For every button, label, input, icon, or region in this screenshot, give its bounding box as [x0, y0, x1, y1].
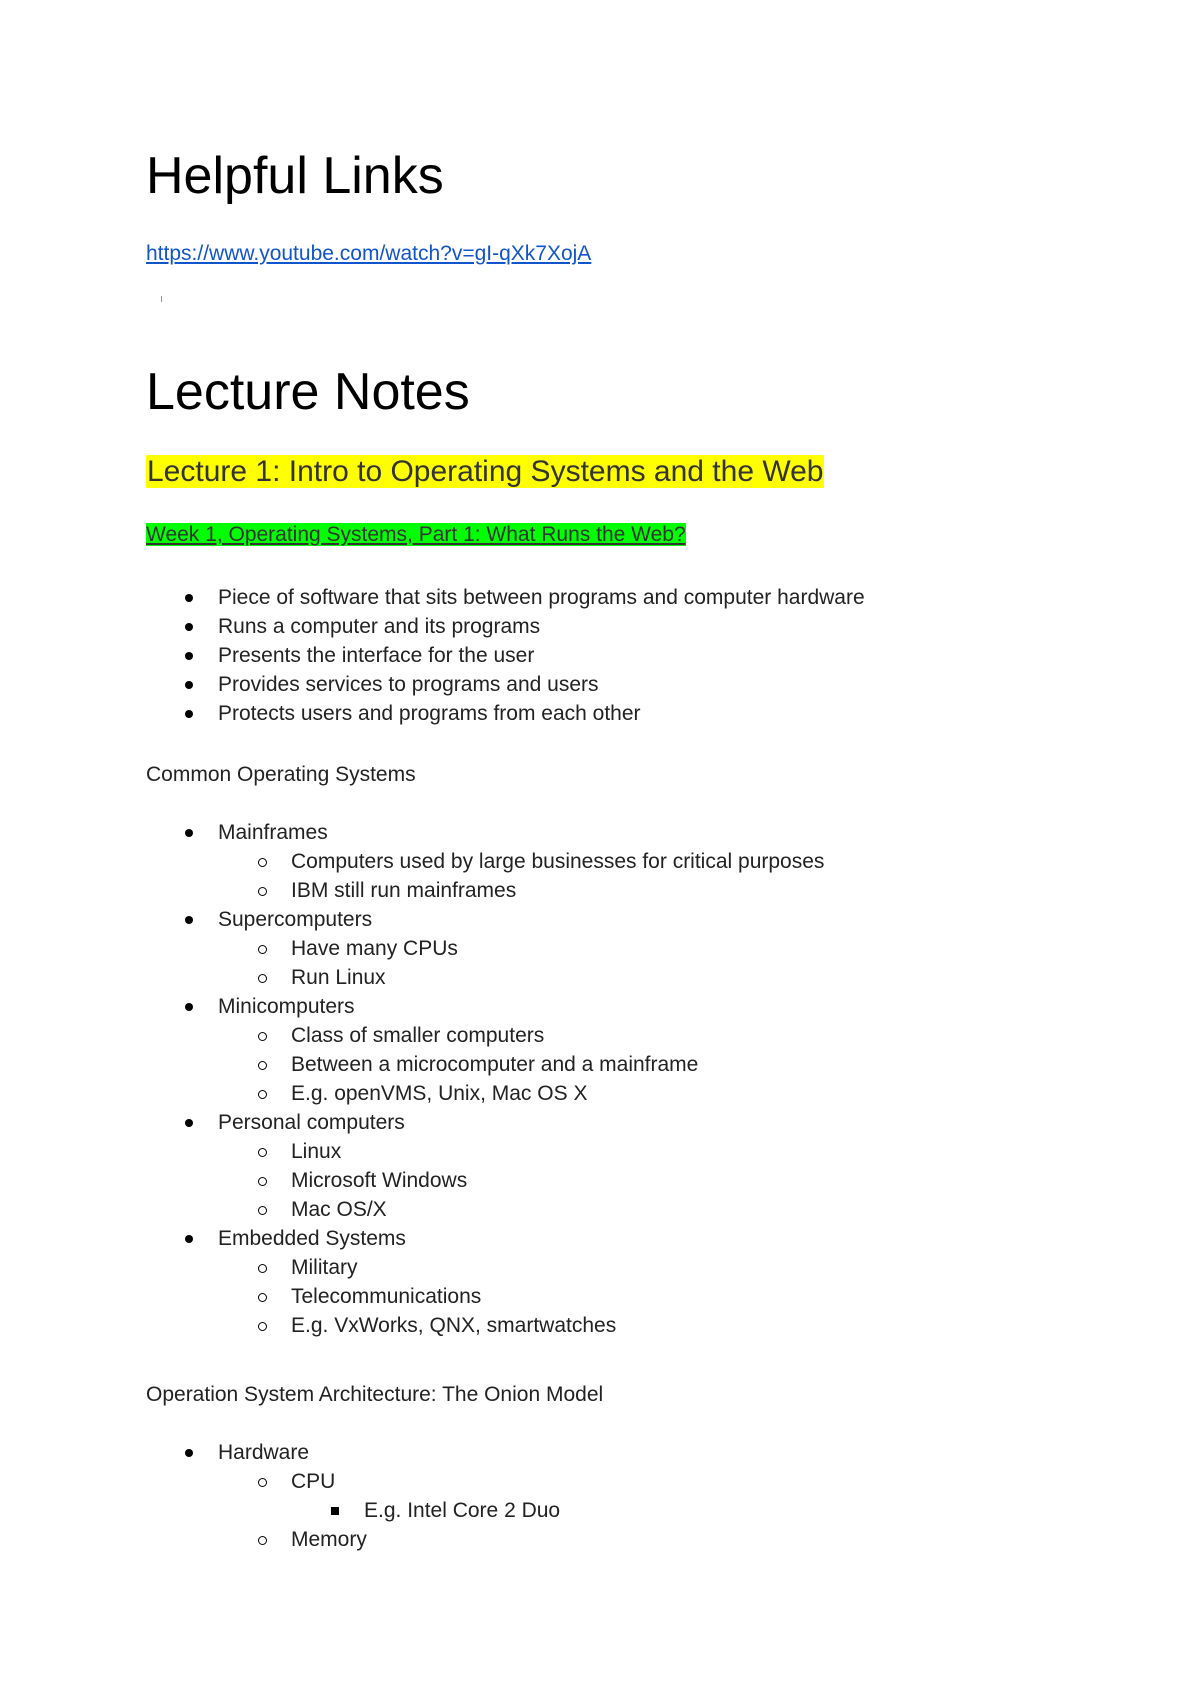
- bullet-disc-icon: [185, 594, 193, 602]
- list-item: [0, 1525, 560, 1554]
- bullet-disc-icon: [185, 681, 193, 689]
- list-item: [0, 876, 824, 905]
- text-cursor-mark: [161, 296, 162, 302]
- list-item-text: Protects users and programs from each other: [218, 702, 641, 725]
- bullet-disc-icon: [185, 1235, 193, 1243]
- list-item-text: Microsoft Windows: [291, 1169, 468, 1192]
- list-item-text: Hardware: [218, 1441, 310, 1464]
- bullet-circle-icon: [258, 1536, 267, 1545]
- list-item-text: Mac OS/X: [291, 1198, 387, 1221]
- bullet-circle-icon: [258, 1293, 267, 1302]
- bullet-disc-icon: [185, 1449, 193, 1457]
- list-item: [0, 847, 824, 876]
- list-item: [0, 612, 865, 641]
- list-item-text: Embedded Systems: [218, 1227, 406, 1250]
- bullet-circle-icon: [258, 1264, 267, 1273]
- list-item-text: E.g. Intel Core 2 Duo: [364, 1499, 561, 1522]
- bullet-disc-icon: [185, 652, 193, 660]
- week-title-text: Week 1, Operating Systems, Part 1: What Runs the Web?: [146, 523, 686, 546]
- list-item-text: Run Linux: [291, 966, 386, 989]
- list-item-text: Piece of software that sits between programs and computer hardware: [218, 586, 865, 609]
- bullet-disc-icon: [185, 916, 193, 924]
- list-item-text: Computers used by large businesses for critical purposes: [291, 850, 825, 873]
- list-item-text: Minicomputers: [218, 995, 355, 1018]
- bullet-disc-icon: [185, 1003, 193, 1011]
- list-item: [0, 963, 824, 992]
- list-item: [0, 1438, 560, 1467]
- list-item: [0, 818, 824, 847]
- list-item-text: IBM still run mainframes: [291, 879, 517, 902]
- list-item: [0, 1079, 824, 1108]
- bullet-circle-icon: [258, 1032, 267, 1041]
- list-item: [0, 670, 865, 699]
- list-item-text: Memory: [291, 1528, 367, 1551]
- list-item: [0, 1496, 560, 1525]
- intro-bullet-list: [0, 583, 865, 728]
- list-item-text: Military: [291, 1256, 358, 1279]
- common-os-list: [0, 818, 824, 1340]
- list-item: [0, 1467, 560, 1496]
- bullet-disc-icon: [185, 1119, 193, 1127]
- bullet-disc-icon: [185, 829, 193, 837]
- bullet-circle-icon: [258, 945, 267, 954]
- week-title: [146, 522, 686, 548]
- bullet-circle-icon: [258, 1061, 267, 1070]
- common-os-label: Common Operating Systems: [146, 763, 416, 786]
- list-item: [0, 1282, 824, 1311]
- list-item: [0, 1108, 824, 1137]
- lecture-title-text: Lecture 1: Intro to Operating Systems and the Web: [147, 455, 824, 488]
- bullet-square-icon: [331, 1507, 339, 1515]
- list-item-text: Telecommunications: [291, 1285, 482, 1308]
- bullet-circle-icon: [258, 1177, 267, 1186]
- lecture-notes-heading: Lecture Notes: [146, 363, 470, 421]
- list-item: [0, 905, 824, 934]
- helpful-links-heading: Helpful Links: [146, 147, 444, 205]
- list-item-text: CPU: [291, 1470, 336, 1493]
- list-item: [0, 1311, 824, 1340]
- bullet-circle-icon: [258, 858, 267, 867]
- list-item-text: Presents the interface for the user: [218, 644, 535, 667]
- list-item: [0, 583, 865, 612]
- bullet-disc-icon: [185, 623, 193, 631]
- list-item-text: Mainframes: [218, 821, 328, 844]
- list-item-text: Supercomputers: [218, 908, 373, 931]
- architecture-list: [0, 1438, 560, 1554]
- list-item-text: Class of smaller computers: [291, 1024, 545, 1047]
- list-item-text: Have many CPUs: [291, 937, 458, 960]
- bullet-circle-icon: [258, 1322, 267, 1331]
- bullet-circle-icon: [258, 1478, 267, 1487]
- bullet-circle-icon: [258, 974, 267, 983]
- list-item: [0, 992, 824, 1021]
- list-item: [0, 1224, 824, 1253]
- bullet-circle-icon: [258, 1206, 267, 1215]
- list-item: [0, 1195, 824, 1224]
- list-item: [0, 1253, 824, 1282]
- bullet-disc-icon: [185, 710, 193, 718]
- list-item-text: Between a microcomputer and a mainframe: [291, 1053, 699, 1076]
- bullet-circle-icon: [258, 887, 267, 896]
- list-item: [0, 1166, 824, 1195]
- list-item-text: Linux: [291, 1140, 342, 1163]
- list-item: [0, 1137, 824, 1166]
- architecture-label: Operation System Architecture: The Onion Model: [146, 1383, 604, 1406]
- list-item-text: Personal computers: [218, 1111, 405, 1134]
- list-item: [0, 641, 865, 670]
- list-item-text: E.g. openVMS, Unix, Mac OS X: [291, 1082, 588, 1105]
- lecture-title: [146, 454, 824, 490]
- bullet-circle-icon: [258, 1090, 267, 1099]
- list-item: [0, 1021, 824, 1050]
- list-item-text: E.g. VxWorks, QNX, smartwatches: [291, 1314, 617, 1337]
- list-item: [0, 699, 865, 728]
- youtube-link[interactable]: https://www.youtube.com/watch?v=gI-qXk7XojA: [146, 242, 592, 265]
- list-item: [0, 1050, 824, 1079]
- list-item-text: Runs a computer and its programs: [218, 615, 541, 638]
- list-item-text: Provides services to programs and users: [218, 673, 599, 696]
- list-item: [0, 934, 824, 963]
- bullet-circle-icon: [258, 1148, 267, 1157]
